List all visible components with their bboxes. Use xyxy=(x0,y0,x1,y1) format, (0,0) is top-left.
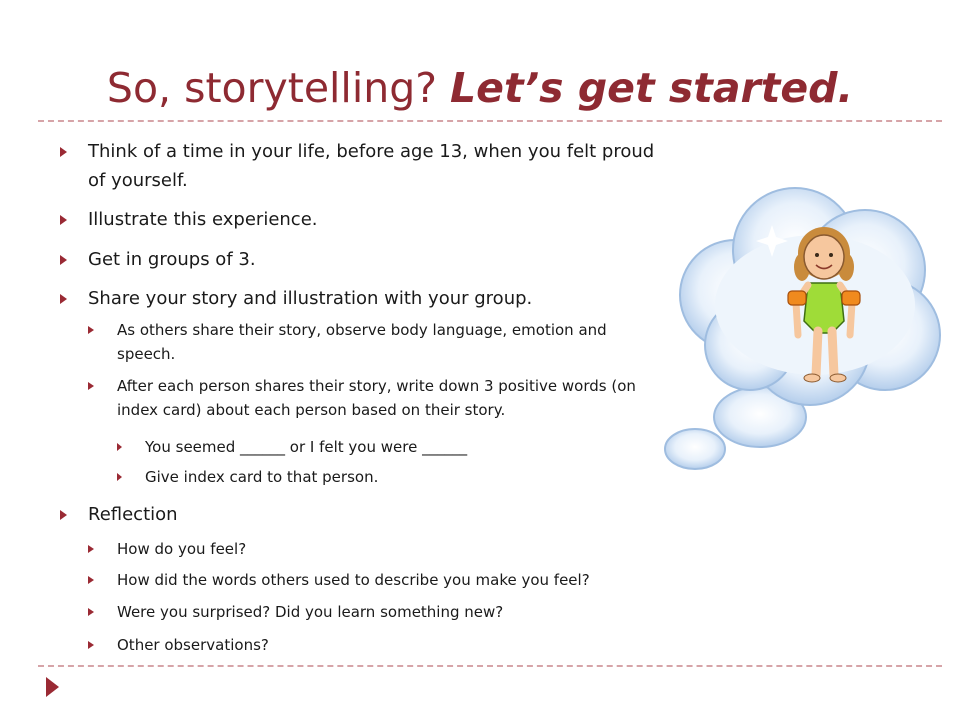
bottom-divider xyxy=(38,665,942,667)
title-plain: So, storytelling? xyxy=(106,64,451,112)
title-emphasis: Let’s get started. xyxy=(450,64,854,112)
sub-bullet-item xyxy=(88,568,688,592)
sub-bullet-text: Other observations? xyxy=(117,636,269,654)
sub-sub-bullet-text: You seemed ______ or I felt you were ______ xyxy=(145,438,468,456)
sub-bullet-item xyxy=(88,537,688,561)
sub-bullet-item xyxy=(88,318,668,366)
sub-bullet-text: After each person shares their story, write down 3 positive words (on index card) about each person based on their story. xyxy=(117,377,636,419)
top-divider xyxy=(38,120,942,122)
bullet-item xyxy=(60,500,670,529)
bullet-arrow-icon xyxy=(60,294,67,304)
bullet-text: Illustrate this experience. xyxy=(88,209,318,230)
bullet-arrow-icon xyxy=(88,641,94,649)
bullet-arrow-icon xyxy=(117,473,122,481)
slide-title xyxy=(0,58,960,118)
sub-bullet-text: How did the words others used to describe you make you feel? xyxy=(117,571,590,589)
bullet-text: Share your story and illustration with your group. xyxy=(88,288,533,309)
sub-sub-bullet-text: Give index card to that person. xyxy=(145,468,379,486)
bullet-arrow-icon xyxy=(60,147,67,157)
bubble-small xyxy=(665,429,725,469)
bullet-arrow-icon xyxy=(60,215,67,225)
sub-bullet-item xyxy=(88,600,688,624)
bullet-item xyxy=(60,205,670,234)
sub-bullet-text: How do you feel? xyxy=(117,540,247,558)
bullet-arrow-icon xyxy=(117,443,122,451)
bullet-arrow-icon xyxy=(88,545,94,553)
sub-sub-bullet-item xyxy=(117,465,657,489)
sub-sub-bullet-item xyxy=(117,435,657,459)
bullet-item xyxy=(60,245,670,274)
sub-bullet-item xyxy=(88,633,688,657)
sub-bullet-item xyxy=(88,374,668,422)
bullet-arrow-icon xyxy=(60,255,67,265)
bullet-text: Get in groups of 3. xyxy=(88,249,256,270)
thought-cloud-girl-icon xyxy=(660,185,950,475)
slide-arrow-icon xyxy=(46,677,59,697)
bullet-text: Reflection xyxy=(88,504,178,525)
bullet-arrow-icon xyxy=(88,608,94,616)
bullet-item xyxy=(60,137,670,195)
bullet-arrow-icon xyxy=(88,382,94,390)
sub-bullet-text: As others share their story, observe body language, emotion and speech. xyxy=(117,321,607,363)
bullet-arrow-icon xyxy=(88,326,94,334)
sub-bullet-text: Were you surprised? Did you learn something new? xyxy=(117,603,504,621)
bullet-arrow-icon xyxy=(88,576,94,584)
bullet-item xyxy=(60,284,670,313)
bullet-arrow-icon xyxy=(60,510,67,520)
bullet-text: Think of a time in your life, before age 13, when you felt proud of yourself. xyxy=(88,141,655,191)
